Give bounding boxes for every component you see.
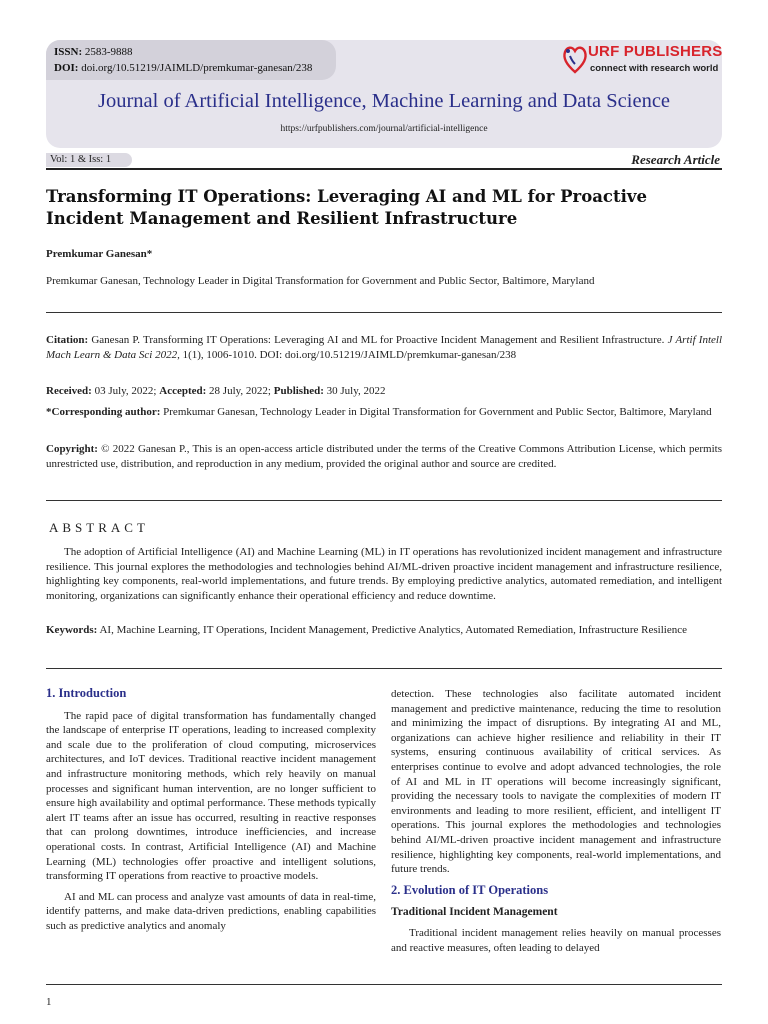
- accepted-value: 28 July, 2022;: [209, 385, 271, 397]
- header-divider: [46, 168, 722, 170]
- citation-tail: 1(1), 1006-1010. DOI: doi.org/10.51219/JAIMLD/premkumar-ganesan/238: [182, 348, 517, 361]
- issn-label: ISSN:: [54, 46, 83, 58]
- keywords-label: Keywords:: [46, 624, 98, 636]
- journal-url[interactable]: https://urfpublishers.com/journal/artificial-intelligence: [280, 124, 488, 134]
- corresponding-label: *Corresponding author:: [46, 406, 161, 418]
- received-value: 03 July, 2022;: [94, 385, 157, 397]
- intro-paragraph-2: AI and ML can process and analyze vast amounts of data in real-time, identify patterns, and make data-driven predictions, enabling capabilities such as predictive analytics and anomaly: [46, 890, 376, 932]
- abstract-body: [46, 545, 722, 603]
- section-heading-introduction: 1. Introduction: [46, 686, 127, 700]
- citation-text: Ganesan P. Transforming IT Operations: Leveraging AI and ML for Proactive Incident Management and Resilient Infrastructure.: [91, 334, 665, 346]
- publisher-tagline: connect with research world: [590, 63, 719, 74]
- corresponding-value: Premkumar Ganesan, Technology Leader in Digital Transformation for Government and Public Sector, Baltimore, Maryland: [163, 406, 712, 418]
- evolution-paragraph-1: Traditional incident management relies heavily on manual processes and reactive measures, often leading to delayed: [391, 926, 721, 954]
- doi-line: [54, 62, 312, 74]
- subsection-heading-traditional: Traditional Incident Management: [391, 906, 558, 919]
- abstract-text: The adoption of Artificial Intelligence (AI) and Machine Learning (ML) in IT operations has revolutionized incident management and infrastructure resilience. This journal explores the methodologies and technologies behind AI/ML-driven proactive incident management and infrastructure resilience, highlighting key components, real-world implementations, and future trends. By employing predictive analytics, automated remediation, and intelligent monitoring, organizations can significantly enhance their operational efficiency and reduce downtime.: [46, 546, 722, 602]
- doi-label: DOI:: [54, 62, 79, 74]
- footer-divider: [46, 984, 722, 985]
- intro-paragraph-2-continued: detection. These technologies also facilitate automated incident management and predictive maintenance, reducing the time to resolution and minimizing the impact of disruptions. By integrating AI and ML, organizations can achieve higher resilience and reliability in their IT systems, ensuring continuous availability of critical services. As enterprises continue to evolve and adopt advanced technologies, the role of AI and ML in IT operations will become increasingly significant, providing the necessary tools to navigate the complexities of modern IT environments and leading to more resilient, efficient, and intelligent IT operations. This journal explores the methodologies and technologies behind AI/ML-driven proactive incident management and infrastructure resilience, highlighting key components, real-world implementations, and future trends.: [391, 688, 721, 876]
- issn-value: 2583-9888: [84, 46, 133, 58]
- copyright: [46, 442, 722, 471]
- abstract-divider: [46, 668, 722, 669]
- author-name: Premkumar Ganesan*: [46, 248, 153, 260]
- citation-journal: J Artif Intell Mach Learn & Data Sci 2022,: [46, 334, 723, 361]
- citation-label: Citation:: [46, 334, 89, 346]
- title-divider: [46, 312, 722, 313]
- published-label: Published:: [273, 385, 324, 397]
- publisher-name: URF PUBLISHERS: [588, 43, 723, 60]
- page-number: 1: [46, 996, 52, 1008]
- article-type: Research Article: [631, 152, 720, 167]
- corresponding-author: [46, 405, 722, 420]
- abstract-heading: ABSTRACT: [49, 520, 149, 535]
- copyright-label: Copyright:: [46, 443, 98, 455]
- citation: [46, 333, 722, 362]
- article-title: Transforming IT Operations: Leveraging AI and ML for Proactive Incident Management and Resilient Infrastructure: [46, 187, 647, 228]
- accepted-label: Accepted:: [159, 385, 207, 397]
- volume-issue: Vol: 1 & Iss: 1: [46, 153, 132, 167]
- intro-paragraph-1: The rapid pace of digital transformation has fundamentally changed the landscape of enterprise IT operations, leading to increased complexity and scale due to the proliferation of cloud computing, microservices architectures, and IoT devices. Traditional reactive incident management and infrastructure monitoring methods, which rely heavily on manual processes and significant human intervention, are no longer sufficient to ensure high availability and optimal performance. These methods typically alert IT teams after an issue has occurred, resulting in reactive responses that can prolong downtimes, introduce inefficiencies, and increase operational costs. In contrast, Artificial Intelligence (AI) and Machine Learning (ML) technologies offer proactive and intelligent solutions, transforming IT operations from reactive to proactive models.: [46, 709, 376, 883]
- published-value: 30 July, 2022: [326, 385, 386, 397]
- publisher-logo-icon: [562, 44, 588, 74]
- section-heading-evolution: 2. Evolution of IT Operations: [391, 882, 549, 897]
- issn-line: [54, 46, 133, 58]
- left-column: [46, 686, 376, 940]
- journal-title: Journal of Artificial Intelligence, Machine Learning and Data Science: [97, 90, 671, 112]
- keywords: [46, 623, 722, 638]
- meta-divider: [46, 500, 722, 501]
- received-label: Received:: [46, 385, 92, 397]
- publisher-logo: [562, 42, 722, 78]
- keywords-value: AI, Machine Learning, IT Operations, Incident Management, Predictive Analytics, Automated Remediation, Infrastructure Resilience: [99, 624, 687, 636]
- right-column: [391, 687, 721, 961]
- doi-value[interactable]: doi.org/10.51219/JAIMLD/premkumar-ganesan/238: [81, 62, 313, 74]
- copyright-value: © 2022 Ganesan P., This is an open-access article distributed under the terms of the Creative Commons Attribution License, which permits unrestricted use, distribution, and reproduction in any medium, provided the original author and source are credited.: [46, 443, 722, 470]
- dates: [46, 384, 722, 399]
- author-affiliation: Premkumar Ganesan, Technology Leader in Digital Transformation for Government and Public Sector, Baltimore, Maryland: [46, 275, 595, 287]
